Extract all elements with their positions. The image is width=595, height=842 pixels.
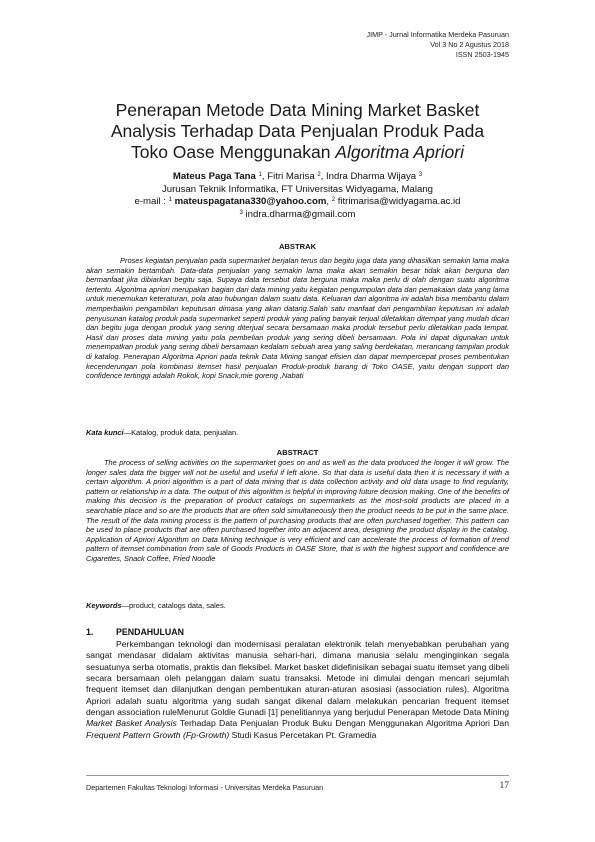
author-names <box>60 171 535 184</box>
title-line-1: Penerapan Metode Data Mining Market Basket <box>115 100 480 120</box>
footer-rule <box>86 775 509 776</box>
journal-header <box>367 30 509 60</box>
abstract-body: The process of selling activities on the supermarket goes on and as well as the data produced the longer it will grow. The longer sales data the bigger will not be useful and useful if left alone. So that data is useful data then it is necessary if with a certain algorithm. A priori algorithm is a part of data mining that is data collection activity and old data usage to find regularity, pattern or relationship in a data. The output of this algorithm is helpful in improving future decision making. One of the benefits of making this decision is the preparation of product catalogs on supermarkets as the most-sold products are placed in a searchable place and so are the products that are often sold simultaneously then the product needs to be put in the same place. The result of the data mining process is the pattern of purchasing products that are often purchased together. This pattern can be used to place products that are often purchased together into an adjacent area, designing the product display in the catalog. Application of Apriori Algorithm on Data Mining technique is very efficient and can accelerate the process of formation of trend pattern of itemset combination from sale of Goods Products in OASE Store, that is with the highest support and confidence are Cigarettes, Snack Coffee, Fried Noodle <box>86 458 509 563</box>
kata-kunci <box>86 428 509 438</box>
journal-volume: Vol 3 No 2 Agustus 2018 <box>430 40 509 49</box>
email-prefix: e-mail : <box>134 196 169 208</box>
section-heading-pendahuluan <box>86 627 184 637</box>
journal-name: JIMP - Jurnal Informatika Merdeka Pasuruan <box>366 30 509 39</box>
intro-text-3: Studi Kasus Percetakan Pt. Gramedia <box>229 729 377 740</box>
keywords <box>86 601 509 611</box>
intro-text-1: Perkembangan teknologi dan modernisasi peralatan elektronik telah menyebabkan perubahan yang sangat mendasar didalam aktivitas manusia sehari-hari, dimana manusia selalu menginginkan segala sesuatunya serba otomatis, praktis dan fleksibel. Market basket didefinisikan sebagai suatu itemset yang dibeli secara bersamaan oleh pelanggan dalam suatu transaksi. Metode ini dimulai dengan mencari sejumlah frequent itemset dan dilanjutkan dengan pembentukan aturan-aturan asosiasi (association rules). Algoritma Apriori adalah suatu algoritma yang sudah sangat dikenal dalam melakukan pencarian frequent itemset dengan association ruleMenurut Goldie Gunadi [1] penelitiannya yang berjudul Penerapan Metode Data Mining <box>86 639 509 718</box>
kata-kunci-label: Kata kunci <box>86 428 124 437</box>
author-3-sup: 3 <box>418 172 423 178</box>
email-2-sup: 2 <box>331 197 336 204</box>
section-title: PENDAHULUAN <box>116 627 184 637</box>
kata-kunci-text: —Katalog, produk data, penjualan. <box>123 428 239 437</box>
title-line-3 <box>60 142 535 163</box>
email-1[interactable]: mateuspagatana330@yahoo.com <box>174 196 327 208</box>
author-1-sup: 1 <box>258 172 262 178</box>
paper-title <box>60 100 535 163</box>
author-1-name: Mateus Paga Tana <box>172 171 256 182</box>
page-number: 17 <box>499 781 509 791</box>
title-line-2: Analysis Terhadap Data Penjualan Produk Pada <box>110 121 485 141</box>
intro-italic-2: Frequent Pattern Growth (Fp-Growth) <box>86 729 230 740</box>
email-line-1 <box>60 196 535 209</box>
title-line-3-italic: Algoritma Apriori <box>335 142 464 162</box>
intro-text-2: Terhadap Data Penjualan Produk Buku Dengan Menggunakan Algoritma Apriori Dan <box>176 718 509 729</box>
email-3[interactable]: indra.dharma@gmail.com <box>245 208 356 220</box>
abstract-heading: ABSTRACT <box>276 448 319 457</box>
author-3-name: , Indra Dharma Wijaya <box>320 171 419 182</box>
author-2-name: , Fitri Marisa <box>261 171 318 182</box>
author-block <box>60 171 535 221</box>
abstrak-body: Proses kegiatan penjualan pada supermarket berjalan terus dan begitu juga data yang dihasilkan semakin lama maka akan semakin bertambah. Data-data penjualan yang semakin lama maka akan semakin besar tidak akan berguna dan bermanfaat jika dibiarkan begitu saja. Supaya data tersebut data berguna maka maka perlu di olah dengan suatu algoritma tertentu. Algoritma apriori merupakan bagian dari data mining yaitu kegiatan pengumpulan data dan pemakaian data yang lama untuk menemukan keteraturan, pola atau hubungan dalam suatu data. Keluaran dari algoritma ini adalah bisa membantu dalam memperbaikin pengambilan keputusan dimasa yang akan datang.Salah satu manfaat dari pengambilan keputusan ini adalah penyusunan katalog produk pada supermarket seperti produk yang paling banyak terjual diletakkan ditempat yang mudah dicari dan begitu juga dengan produk yang sering diterjual secara bersamaan maka produk tersebut perlu diletakkan pada tempat. Hasil dari proses data mining yaitu pola pembelian produk yang sering dibeli bersamaan. Pola ini dapat digunakan untuk menempatkan produk yang sering dibeli bersamaan kedalam sebuah area yang saling berdekatan, merancang tampilan produk di katalog. Penerapan Algoritma Apriori pada teknik Data Mining sangat efisien dan dapat mempercepat proses pembentukan kecenderungan pola kombinasi itemset hasil penjualan Produk-produk barang di Toko OASE, yaitu dengan support dan confidence tertinggi adalah Rokok, kopi Snack,mie goreng ,Nabati <box>86 256 509 381</box>
keywords-text: —product, catalogs data, sales. <box>121 601 226 610</box>
email-3-sup: 3 <box>239 209 243 216</box>
email-line-2 <box>60 209 535 222</box>
section-number: 1. <box>86 627 94 637</box>
intro-italic-1: Market Basket Analysis <box>86 718 177 729</box>
intro-paragraph <box>86 639 509 741</box>
abstrak-heading: ABSTRAK <box>278 242 317 251</box>
footer-text: Departemen Fakultas Teknologi Informasi - Universitas Merdeka Pasuruan <box>86 783 324 792</box>
email-2[interactable]: fitrimarisa@widyagama.ac.id <box>337 196 461 208</box>
keywords-label: Keywords <box>86 601 122 610</box>
author-2-sup: 2 <box>317 172 321 178</box>
email-separator: , <box>326 196 332 208</box>
journal-issn: ISSN 2503-1945 <box>455 50 509 59</box>
title-line-3-plain: Toko Oase Menggunakan <box>130 142 336 162</box>
email-1-sup: 1 <box>168 197 172 204</box>
affiliation: Jurusan Teknik Informatika, FT Universitas Widyagama, Malang <box>161 183 434 195</box>
